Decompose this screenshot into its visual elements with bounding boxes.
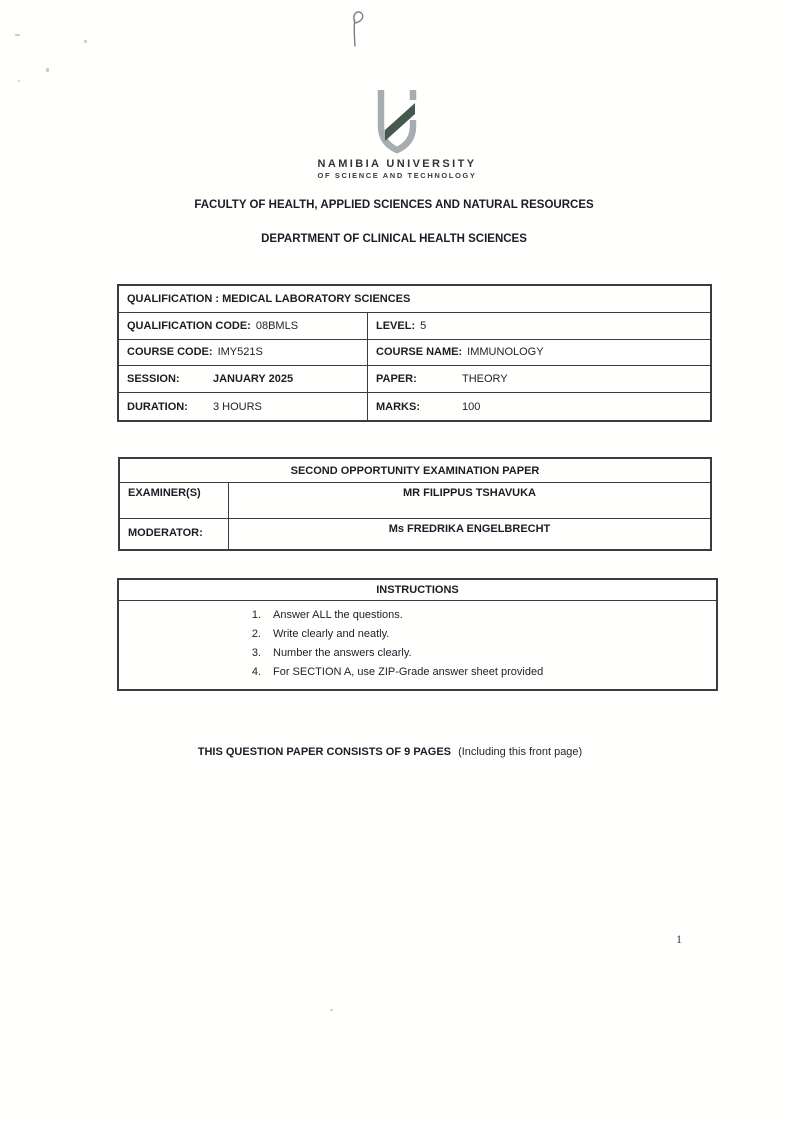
examiners-table [118, 457, 712, 551]
item-text: Write clearly and neatly. [273, 628, 390, 640]
moderator-name: Ms FREDRIKA ENGELBRECHT [388, 523, 551, 535]
scan-speck [15, 34, 20, 36]
item-number: 4. [251, 666, 261, 678]
duration-cell [119, 393, 368, 420]
cell-value: IMMUNOLOGY [467, 346, 544, 359]
cell-value: 100 [462, 400, 481, 413]
item-number: 3. [251, 647, 261, 659]
instruction-item [247, 663, 710, 682]
cell-value: JANUARY 2025 [213, 373, 294, 386]
course-code-cell [119, 340, 368, 366]
cell-value: 08BMLS [255, 319, 299, 332]
scan-speck [46, 68, 49, 72]
session-cell [119, 366, 368, 392]
cell-value: IMY521S [217, 346, 263, 359]
cell-value: 3 HOURS [213, 400, 262, 413]
instructions-table [117, 578, 718, 691]
scan-speck [330, 1009, 333, 1011]
handwritten-p-mark [341, 7, 371, 54]
instruction-item [247, 644, 710, 663]
cell-label: QUALIFICATION CODE: [127, 319, 251, 332]
item-text: Number the answers clearly. [273, 647, 412, 659]
course-name-cell [368, 340, 710, 366]
cell-value: THEORY [462, 373, 508, 386]
cell-label: SESSION: [127, 373, 180, 386]
table-row [120, 483, 710, 519]
instructions-title: INSTRUCTIONS [119, 580, 716, 601]
page-count-bold: THIS QUESTION PAPER CONSISTS OF 9 PAGES [197, 746, 452, 758]
page-count-statement [0, 746, 780, 758]
logo-university-name: NAMIBIA UNIVERSITY [317, 158, 477, 170]
university-logo [0, 84, 794, 180]
table-row [119, 340, 710, 367]
instruction-item [247, 625, 710, 644]
qualification-code-cell [119, 313, 368, 339]
marks-cell [368, 393, 710, 420]
exam-paper-title: SECOND OPPORTUNITY EXAMINATION PAPER [120, 459, 710, 483]
instruction-item [247, 606, 710, 625]
paper-cell [368, 366, 710, 392]
cell-label: COURSE CODE: [127, 346, 213, 359]
cell-value: 5 [420, 319, 427, 332]
examiner-label: EXAMINER(S) [120, 483, 229, 518]
item-number: 1. [251, 609, 261, 621]
page-number: 1 [676, 932, 682, 946]
item-text: Answer ALL the questions. [273, 609, 403, 621]
level-cell [368, 313, 710, 339]
cell-label: MARKS: [376, 400, 420, 413]
cell-label: COURSE NAME: [376, 346, 463, 359]
qualification-text: QUALIFICATION : MEDICAL LABORATORY SCIENCES [127, 292, 411, 305]
table-row [119, 313, 710, 340]
cell-label: DURATION: [127, 400, 188, 413]
table-row [119, 286, 710, 313]
shield-icon [359, 84, 435, 156]
faculty-heading: FACULTY OF HEALTH, APPLIED SCIENCES AND NATURAL RESOURCES [194, 199, 594, 211]
page-count-note: (Including this front page) [458, 746, 583, 758]
item-text: For SECTION A, use ZIP-Grade answer sheet provided [273, 666, 544, 678]
course-details-table [117, 284, 712, 422]
department-heading: DEPARTMENT OF CLINICAL HEALTH SCIENCES [261, 233, 527, 245]
table-row [120, 519, 710, 549]
table-row [119, 366, 710, 393]
moderator-label: MODERATOR: [120, 519, 229, 549]
table-row [119, 393, 710, 420]
examiner-name: MR FILIPPUS TSHAVUKA [402, 487, 537, 499]
cell-label: LEVEL: [376, 319, 416, 332]
cell-label: PAPER: [376, 373, 417, 386]
logo-university-subtitle: OF SCIENCE AND TECHNOLOGY [317, 171, 477, 180]
instructions-list [119, 601, 716, 689]
item-number: 2. [251, 628, 261, 640]
scan-speck [84, 40, 87, 43]
scan-speck [18, 80, 20, 82]
